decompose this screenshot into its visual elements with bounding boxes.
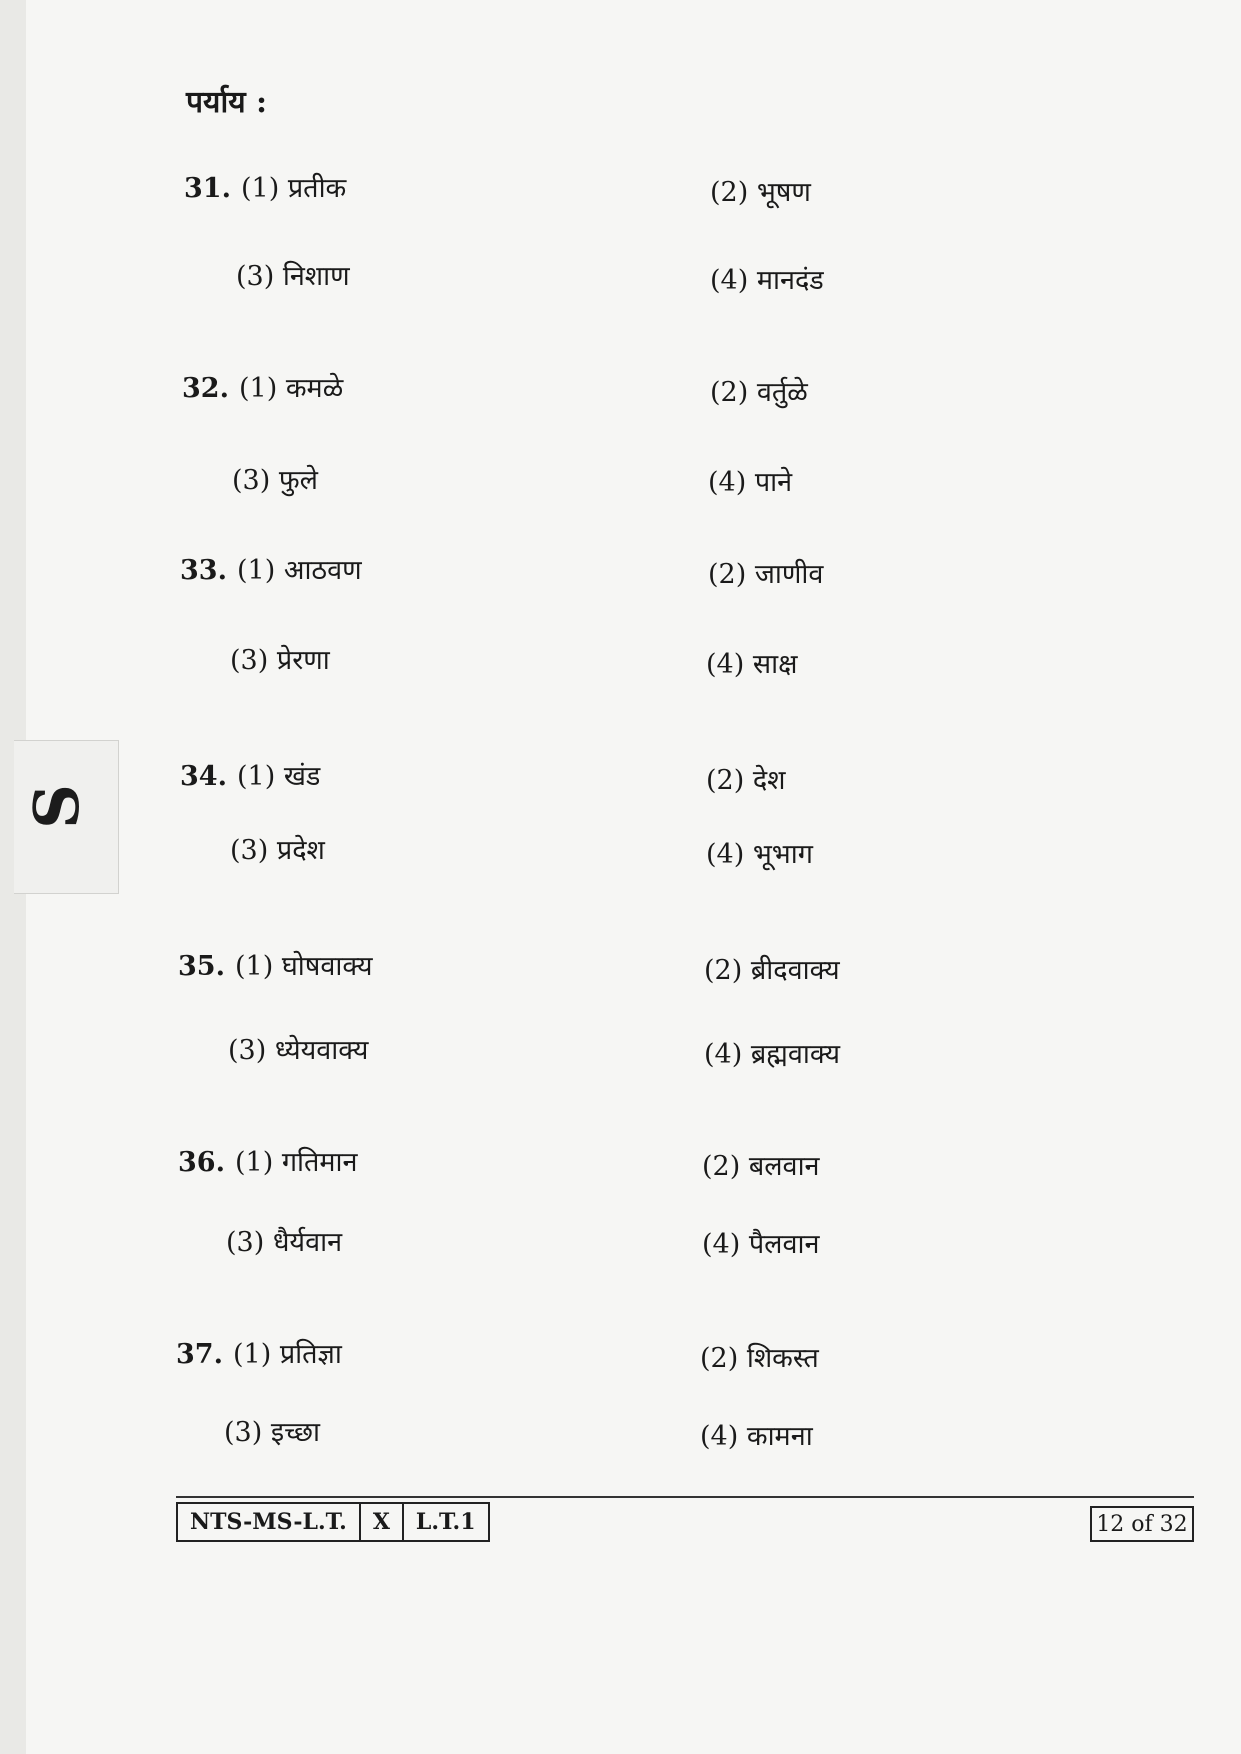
option-3: (3) फुले bbox=[232, 465, 318, 496]
option-1: (1) प्रतिज्ञा bbox=[232, 1339, 342, 1370]
option-3: (3) प्रदेश bbox=[230, 835, 325, 866]
option-2: (2) शिकस्त bbox=[700, 1343, 819, 1374]
option-4: (4) पाने bbox=[708, 467, 793, 498]
option-1: (1) प्रतीक bbox=[240, 173, 347, 204]
question-36 bbox=[178, 1142, 358, 1179]
question-37 bbox=[176, 1334, 342, 1371]
option-2: (2) भूषण bbox=[710, 177, 811, 208]
question-number: 34. bbox=[180, 761, 227, 792]
page-number: 12 of 32 bbox=[1090, 1506, 1194, 1542]
option-2: (2) जाणीव bbox=[708, 559, 824, 590]
option-1: (1) घोषवाक्य bbox=[234, 951, 373, 982]
footer-paper-code: NTS-MS-L.T. bbox=[190, 1509, 347, 1535]
option-3: (3) इच्छा bbox=[224, 1417, 320, 1448]
option-4: (4) ब्रह्मवाक्य bbox=[704, 1039, 840, 1070]
side-mark: S bbox=[19, 784, 93, 829]
option-4: (4) साक्ष bbox=[706, 649, 798, 680]
question-number: 37. bbox=[176, 1339, 223, 1370]
option-4: (4) भूभाग bbox=[706, 839, 813, 870]
option-2: (2) ब्रीदवाक्य bbox=[704, 955, 840, 986]
question-number: 36. bbox=[178, 1147, 225, 1178]
option-2: (2) बलवान bbox=[702, 1151, 820, 1182]
option-2: (2) देश bbox=[706, 765, 786, 796]
question-number: 32. bbox=[182, 373, 229, 404]
question-number: 33. bbox=[180, 555, 227, 586]
option-3: (3) धैर्यवान bbox=[226, 1227, 343, 1258]
question-32 bbox=[182, 368, 343, 405]
option-1: (1) आठवण bbox=[236, 555, 362, 586]
option-1: (1) कमळे bbox=[238, 373, 344, 404]
option-3: (3) प्रेरणा bbox=[230, 645, 330, 676]
option-2: (2) वर्तुळे bbox=[710, 377, 808, 408]
question-33 bbox=[180, 550, 362, 587]
option-1: (1) गतिमान bbox=[234, 1147, 358, 1178]
question-number: 35. bbox=[178, 951, 225, 982]
option-4: (4) मानदंड bbox=[710, 265, 824, 296]
options-heading: पर्याय : bbox=[186, 85, 268, 120]
option-3: (3) निशाण bbox=[236, 261, 350, 292]
footer-rule bbox=[176, 1496, 1194, 1498]
option-3: (3) ध्येयवाक्य bbox=[228, 1035, 369, 1066]
question-34 bbox=[180, 756, 320, 793]
option-1: (1) खंड bbox=[236, 761, 321, 792]
question-31 bbox=[184, 168, 346, 205]
question-number: 31. bbox=[184, 173, 231, 204]
question-35 bbox=[178, 946, 372, 983]
option-4: (4) पैलवान bbox=[702, 1229, 820, 1260]
footer-class: X bbox=[359, 1504, 402, 1540]
footer-code-box bbox=[176, 1502, 490, 1542]
option-4: (4) कामना bbox=[700, 1421, 813, 1452]
footer-paper: L.T.1 bbox=[402, 1504, 488, 1540]
